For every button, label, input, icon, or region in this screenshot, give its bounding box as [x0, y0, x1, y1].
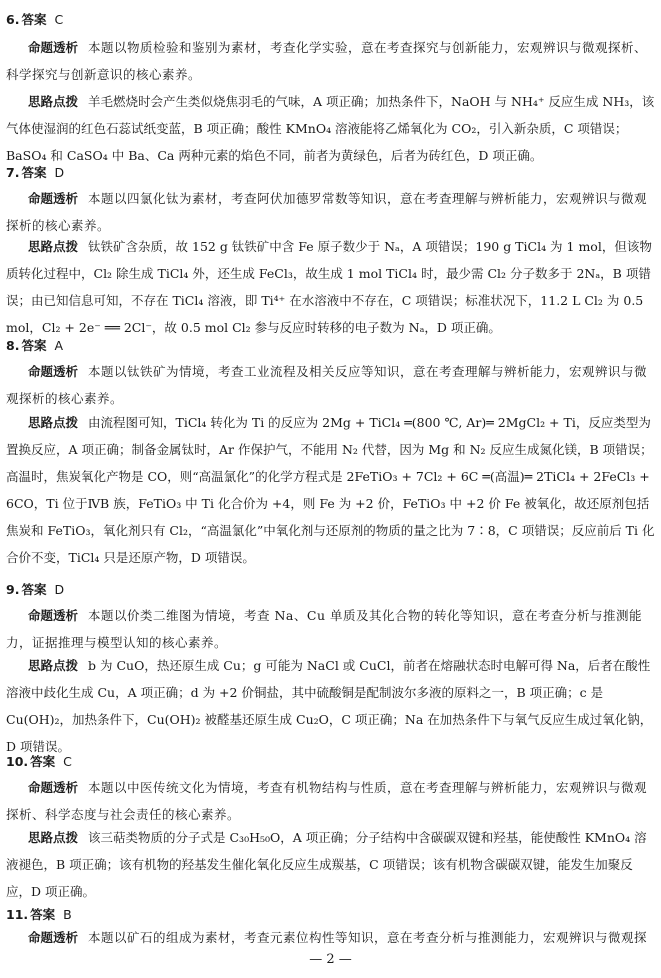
- question-11-analysis: 命题透析 本题以矿石的组成为素材，考查元素位构性等知识，意在考查分析与推测能力，宏观辨识与微观探: [28, 930, 648, 945]
- question-10-hint: 思路点拨 该三萜类物质的分子式是 C₃₀H₅₀O，A 项正确；分子结构中含碳碳双键和羟基，能使酸性 KMnO₄ 溶液褪色，B 项正确；该有机物的羟基发生催化氧化反应生成羰基，C 项错误；该有机物含碳碳双键，能发生加聚反应，D 项正确。: [6, 830, 647, 899]
- question-10-answer: 10. 答案 C: [6, 754, 72, 769]
- question-8-hint: 思路点拨 由流程图可知，TiCl₄ 转化为 Ti 的反应为 2Mg + TiCl₄ ═(800 ℃, Ar)═ 2MgCl₂ + Ti，反应类型为置换反应，A 项正确；制备金属钛时，Ar 作保护气，不能用 N₂ 代替，因为 Mg 和 N₂ 反应生成氮化镁，B 项错误；高温时，焦炭氧化产物是 CO，则“高温氯化”的化学方程式是 2FeTiO₃ + 7Cl₂ + 6C ═(高温)═ 2TiCl₄ + 2FeCl₃ + 6CO，Ti 位于ⅣB 族，FeTiO₃ 中 Ti 化合价为 +4，则 Fe 为 +2 价，FeTiO₃ 中 +2 价 Fe 被氧化，故还原剂包括焦炭和 FeTiO₃，氧化剂只有 Cl₂，“高温氯化”中氧化剂与还原剂的物质的量之比为 7∶8，C 项错误；反应前后 Ti 化合价不变，TiCl₄ 只是还原产物，D 项错误。: [6, 415, 655, 565]
- page-number: — 2 —: [309, 952, 352, 967]
- question-7-answer: 7. 答案 D: [6, 165, 65, 180]
- question-6-hint: 思路点拨 羊毛燃烧时会产生类似烧焦羽毛的气味，A 项正确；加热条件下，NaOH 与 NH₄⁺ 反应生成 NH₃，该气体使湿润的红色石蕊试纸变蓝，B 项正确；酸性 KMnO₄ 溶液能将乙烯氧化为 CO₂，引入新杂质，C 项错误；BaSO₄ 和 CaSO₄ 中 Ba、Ca 两种元素的焰色不同，前者为黄绿色，后者为砖红色，D 项正确。: [6, 94, 655, 163]
- question-11-answer: 11. 答案 B: [6, 907, 72, 922]
- question-10-analysis: 命题透析 本题以中医传统文化为情境，考查有机物结构与性质，意在考查理解与辨析能力，宏观辨识与微观探析、科学态度与社会责任的核心素养。: [6, 780, 648, 822]
- question-7-hint: 思路点拨 钛铁矿含杂质，故 152 g 钛铁矿中含 Fe 原子数少于 Nₐ，A 项错误；190 g TiCl₄ 为 1 mol，但该物质转化过程中，Cl₂ 除生成 TiCl₄ 外，还生成 FeCl₃，故生成 1 mol TiCl₄ 时，最少需 Cl₂ 分子数多于 2Nₐ，B 项错误；由已知信息可知，不存在 TiCl₄ 溶液，即 Ti⁴⁺ 在水溶液中不存在，C 项错误；标准状况下，11.2 L Cl₂ 为 0.5 mol，Cl₂ + 2e⁻ ══ 2Cl⁻，故 0.5 mol Cl₂ 参与反应时转移的电子数为 Nₐ，D 项正确。: [6, 239, 652, 335]
- question-6-analysis: 命题透析 本题以物质检验和鉴别为素材，考查化学实验，意在考查探究与创新能力，宏观辨识与微观探析、科学探究与创新意识的核心素养。: [6, 40, 648, 82]
- question-8-analysis: 命题透析 本题以钛铁矿为情境，考查工业流程及相关反应等知识，意在考查理解与辨析能力，宏观辨识与微观探析的核心素养。: [6, 364, 648, 406]
- question-9-analysis: 命题透析 本题以价类二维图为情境，考查 Na、Cu 单质及其化合物的转化等知识，意在考查分析与推测能力，证据推理与模型认知的核心素养。: [6, 608, 642, 650]
- question-7-analysis: 命题透析 本题以四氯化钛为素材，考查阿伏加德罗常数等知识，意在考查理解与辨析能力，宏观辨识与微观探析的核心素养。: [6, 191, 648, 233]
- question-9-answer: 9. 答案 D: [6, 582, 65, 597]
- question-9-hint: 思路点拨 b 为 CuO，热还原生成 Cu；g 可能为 NaCl 或 CuCl，前者在熔融状态时电解可得 Na，后者在酸性溶液中歧化生成 Cu，A 项正确；d 为 +2 价铜盐，其中硫酸铜是配制波尔多液的原料之一，B 项正确；c 是 Cu(OH)₂，加热条件下，Cu(OH)₂ 被醛基还原生成 Cu₂O，C 项正确；Na 在加热条件下与氧气反应生成过氧化钠，D 项错误。: [6, 658, 653, 754]
- question-6-answer: 6. 答案 C: [6, 12, 64, 27]
- question-8-answer: 8. 答案 A: [6, 338, 64, 353]
